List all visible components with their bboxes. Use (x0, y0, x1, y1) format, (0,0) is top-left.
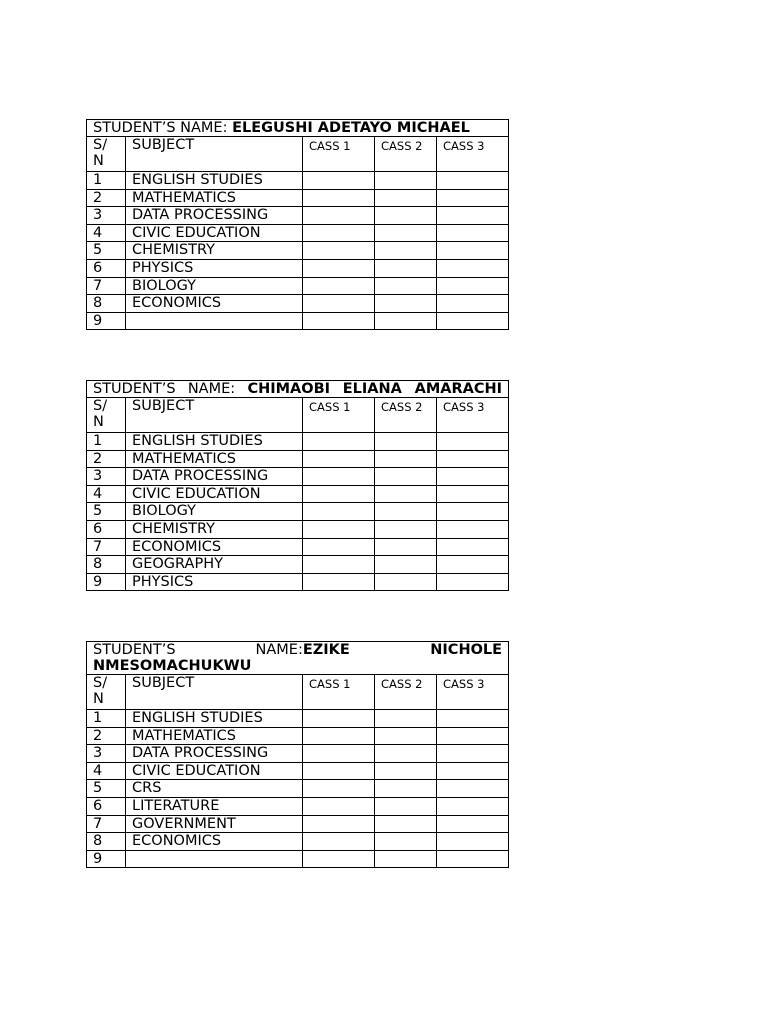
subject-header: SUBJECT (126, 675, 303, 710)
cass-3-score-cell[interactable] (437, 224, 509, 242)
subject-cell: PHYSICS (126, 573, 303, 591)
sn-cell: 6 (87, 520, 126, 538)
cass-3-score-cell[interactable] (437, 207, 509, 225)
student-name-row (87, 120, 509, 137)
cass-3-header: CASS 3 (437, 398, 509, 433)
cass-2-score-cell[interactable] (375, 277, 437, 295)
subject-cell: LITERATURE (126, 797, 303, 815)
sn-cell: 9 (87, 850, 126, 868)
cass-1-score-cell[interactable] (303, 468, 375, 486)
table-row (87, 503, 509, 521)
student-name-value: EZIKE NICHOLE NMESOMACHUKWU (93, 642, 503, 674)
column-header-row (87, 137, 509, 172)
cass-1-score-cell[interactable] (303, 727, 375, 745)
student-record-table (86, 641, 509, 868)
table-row (87, 172, 509, 190)
table-row (87, 573, 509, 591)
cass-1-score-cell[interactable] (303, 850, 375, 868)
subject-cell: BIOLOGY (126, 277, 303, 295)
cass-1-score-cell[interactable] (303, 295, 375, 313)
table-row (87, 727, 509, 745)
subject-header: SUBJECT (126, 137, 303, 172)
subject-cell: ECONOMICS (126, 295, 303, 313)
subject-cell: ENGLISH STUDIES (126, 172, 303, 190)
sn-cell: 7 (87, 277, 126, 295)
cass-3-score-cell[interactable] (437, 797, 509, 815)
table-row (87, 433, 509, 451)
cass-1-score-cell[interactable] (303, 277, 375, 295)
student-name-row (87, 642, 509, 675)
subject-cell: DATA PROCESSING (126, 468, 303, 486)
cass-3-score-cell[interactable] (437, 242, 509, 260)
subject-cell: CIVIC EDUCATION (126, 485, 303, 503)
cass-1-score-cell[interactable] (303, 433, 375, 451)
table-row (87, 242, 509, 260)
cass-3-score-cell[interactable] (437, 727, 509, 745)
cass-3-header: CASS 3 (437, 675, 509, 710)
table-row (87, 520, 509, 538)
subject-cell: CHEMISTRY (126, 520, 303, 538)
sn-cell: 5 (87, 780, 126, 798)
cass-2-score-cell[interactable] (375, 295, 437, 313)
sn-cell: 1 (87, 172, 126, 190)
student-name-label: STUDENT’S NAME: (93, 642, 303, 658)
subject-cell: MATHEMATICS (126, 450, 303, 468)
cass-3-score-cell[interactable] (437, 745, 509, 763)
subject-cell: ECONOMICS (126, 833, 303, 851)
table-row (87, 850, 509, 868)
cass-1-score-cell[interactable] (303, 573, 375, 591)
cass-3-score-cell[interactable] (437, 468, 509, 486)
sn-cell: 7 (87, 538, 126, 556)
cass-1-header: CASS 1 (303, 675, 375, 710)
subject-cell: DATA PROCESSING (126, 745, 303, 763)
table-row (87, 815, 509, 833)
cass-1-score-cell[interactable] (303, 762, 375, 780)
cass-2-score-cell[interactable] (375, 797, 437, 815)
cass-2-score-cell[interactable] (375, 172, 437, 190)
cass-2-score-cell[interactable] (375, 762, 437, 780)
subject-cell: MATHEMATICS (126, 189, 303, 207)
table-row (87, 710, 509, 728)
cass-3-score-cell[interactable] (437, 762, 509, 780)
cass-3-score-cell[interactable] (437, 485, 509, 503)
subject-cell: GEOGRAPHY (126, 556, 303, 574)
student-record-table (86, 119, 509, 330)
sn-cell: 9 (87, 312, 126, 330)
cass-3-score-cell[interactable] (437, 189, 509, 207)
cass-2-score-cell[interactable] (375, 745, 437, 763)
sn-cell: 3 (87, 468, 126, 486)
cass-2-header: CASS 2 (375, 137, 437, 172)
cass-2-score-cell[interactable] (375, 207, 437, 225)
cass-1-score-cell[interactable] (303, 189, 375, 207)
cass-3-score-cell[interactable] (437, 710, 509, 728)
cass-3-score-cell[interactable] (437, 277, 509, 295)
cass-1-score-cell[interactable] (303, 485, 375, 503)
sn-cell: 4 (87, 224, 126, 242)
table-row (87, 797, 509, 815)
cass-1-score-cell[interactable] (303, 710, 375, 728)
cass-2-score-cell[interactable] (375, 259, 437, 277)
student-name-cell (87, 642, 509, 675)
subject-cell (126, 312, 303, 330)
cass-1-score-cell[interactable] (303, 259, 375, 277)
table-row (87, 556, 509, 574)
column-header-row (87, 398, 509, 433)
student-name-cell (87, 381, 509, 398)
subject-cell: CRS (126, 780, 303, 798)
sn-cell: 8 (87, 833, 126, 851)
cass-2-score-cell[interactable] (375, 433, 437, 451)
table-row (87, 312, 509, 330)
cass-1-score-cell[interactable] (303, 503, 375, 521)
subject-header: SUBJECT (126, 398, 303, 433)
cass-3-score-cell[interactable] (437, 503, 509, 521)
cass-2-score-cell[interactable] (375, 312, 437, 330)
cass-1-score-cell[interactable] (303, 207, 375, 225)
cass-2-score-cell[interactable] (375, 538, 437, 556)
table-row (87, 468, 509, 486)
subject-cell: CIVIC EDUCATION (126, 762, 303, 780)
student-name-label: STUDENT’S NAME: (93, 120, 233, 136)
table-row (87, 189, 509, 207)
sn-cell: 1 (87, 710, 126, 728)
cass-1-score-cell[interactable] (303, 224, 375, 242)
table-row (87, 485, 509, 503)
cass-2-score-cell[interactable] (375, 224, 437, 242)
student-record-table (86, 380, 509, 591)
subject-cell: BIOLOGY (126, 503, 303, 521)
cass-2-score-cell[interactable] (375, 468, 437, 486)
sn-header: S/ N (87, 675, 126, 710)
sn-cell: 2 (87, 727, 126, 745)
cass-1-score-cell[interactable] (303, 797, 375, 815)
sn-cell: 3 (87, 745, 126, 763)
cass-1-score-cell[interactable] (303, 745, 375, 763)
sn-cell: 4 (87, 485, 126, 503)
subject-cell: CHEMISTRY (126, 242, 303, 260)
table-row (87, 762, 509, 780)
cass-2-score-cell[interactable] (375, 556, 437, 574)
sn-cell: 5 (87, 242, 126, 260)
student-name-label: STUDENT’S NAME: (93, 381, 248, 397)
subject-cell: ENGLISH STUDIES (126, 433, 303, 451)
table-row (87, 207, 509, 225)
cass-3-score-cell[interactable] (437, 573, 509, 591)
table-row (87, 745, 509, 763)
table-row (87, 224, 509, 242)
sn-cell: 3 (87, 207, 126, 225)
cass-2-header: CASS 2 (375, 398, 437, 433)
cass-2-score-cell[interactable] (375, 780, 437, 798)
cass-3-score-cell[interactable] (437, 850, 509, 868)
cass-2-score-cell[interactable] (375, 520, 437, 538)
sn-header: S/ N (87, 137, 126, 172)
cass-1-header: CASS 1 (303, 398, 375, 433)
student-name-row (87, 381, 509, 398)
student-name-line (93, 120, 502, 136)
cass-1-score-cell[interactable] (303, 538, 375, 556)
cass-3-score-cell[interactable] (437, 815, 509, 833)
sn-cell: 2 (87, 450, 126, 468)
table-row (87, 780, 509, 798)
cass-1-score-cell[interactable] (303, 312, 375, 330)
table-row (87, 277, 509, 295)
cass-3-header: CASS 3 (437, 137, 509, 172)
sn-header: S/ N (87, 398, 126, 433)
student-name-line (93, 381, 502, 397)
cass-1-score-cell[interactable] (303, 556, 375, 574)
student-name-value: ELEGUSHI ADETAYO MICHAEL (232, 120, 470, 136)
cass-1-score-cell[interactable] (303, 780, 375, 798)
cass-2-header: CASS 2 (375, 675, 437, 710)
subject-cell: ENGLISH STUDIES (126, 710, 303, 728)
subject-cell: MATHEMATICS (126, 727, 303, 745)
subject-cell: DATA PROCESSING (126, 207, 303, 225)
cass-1-score-cell[interactable] (303, 450, 375, 468)
subject-cell: CIVIC EDUCATION (126, 224, 303, 242)
cass-2-score-cell[interactable] (375, 833, 437, 851)
sn-cell: 8 (87, 295, 126, 313)
cass-1-header: CASS 1 (303, 137, 375, 172)
cass-3-score-cell[interactable] (437, 556, 509, 574)
table-row (87, 833, 509, 851)
cass-3-score-cell[interactable] (437, 259, 509, 277)
cass-3-score-cell[interactable] (437, 433, 509, 451)
table-row (87, 538, 509, 556)
cass-3-score-cell[interactable] (437, 450, 509, 468)
sn-cell: 8 (87, 556, 126, 574)
table-row (87, 450, 509, 468)
sn-cell: 5 (87, 503, 126, 521)
student-name-value: CHIMAOBI ELIANA AMARACHI (247, 381, 503, 397)
cass-3-score-cell[interactable] (437, 312, 509, 330)
cass-1-score-cell[interactable] (303, 815, 375, 833)
cass-2-score-cell[interactable] (375, 573, 437, 591)
table-row (87, 295, 509, 313)
cass-1-score-cell[interactable] (303, 242, 375, 260)
cass-3-score-cell[interactable] (437, 520, 509, 538)
cass-2-score-cell[interactable] (375, 727, 437, 745)
cass-2-score-cell[interactable] (375, 189, 437, 207)
sn-cell: 1 (87, 433, 126, 451)
cass-2-score-cell[interactable] (375, 850, 437, 868)
cass-3-score-cell[interactable] (437, 833, 509, 851)
subject-cell: ECONOMICS (126, 538, 303, 556)
student-name-line (93, 642, 502, 674)
sn-cell: 6 (87, 259, 126, 277)
cass-1-score-cell[interactable] (303, 172, 375, 190)
cass-2-score-cell[interactable] (375, 815, 437, 833)
sn-cell: 9 (87, 573, 126, 591)
subject-cell: PHYSICS (126, 259, 303, 277)
cass-3-score-cell[interactable] (437, 780, 509, 798)
column-header-row (87, 675, 509, 710)
student-name-cell (87, 120, 509, 137)
cass-2-score-cell[interactable] (375, 242, 437, 260)
subject-cell: GOVERNMENT (126, 815, 303, 833)
cass-3-score-cell[interactable] (437, 295, 509, 313)
sn-cell: 4 (87, 762, 126, 780)
sn-cell: 7 (87, 815, 126, 833)
cass-2-score-cell[interactable] (375, 503, 437, 521)
cass-3-score-cell[interactable] (437, 172, 509, 190)
cass-1-score-cell[interactable] (303, 520, 375, 538)
cass-1-score-cell[interactable] (303, 833, 375, 851)
table-row (87, 259, 509, 277)
subject-cell (126, 850, 303, 868)
sn-cell: 2 (87, 189, 126, 207)
sn-cell: 6 (87, 797, 126, 815)
cass-2-score-cell[interactable] (375, 450, 437, 468)
cass-3-score-cell[interactable] (437, 538, 509, 556)
cass-2-score-cell[interactable] (375, 485, 437, 503)
cass-2-score-cell[interactable] (375, 710, 437, 728)
